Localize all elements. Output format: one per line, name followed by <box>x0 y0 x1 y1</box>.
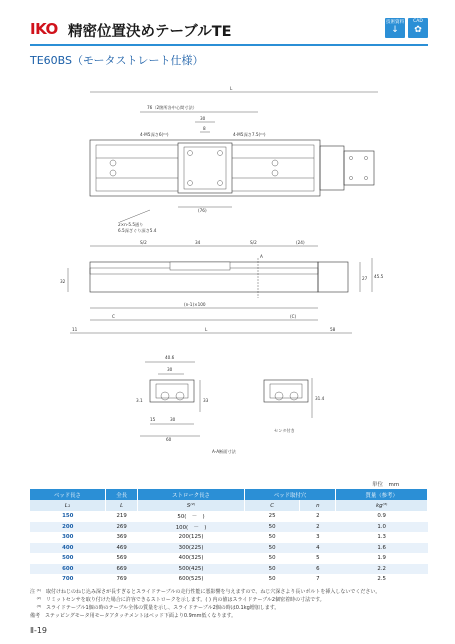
cell: 7 <box>300 574 336 585</box>
cell: 469 <box>105 543 137 554</box>
m5-left-label: 4-M5深さ6(⁽¹⁾) <box>140 132 169 137</box>
note-remark: 備考 ステッピングモータ用モータアタッチメントはベッド下面より0.9mm低くなります。 <box>30 613 237 619</box>
top-view <box>90 92 378 222</box>
cell: 600 <box>30 564 105 575</box>
dim-45.5: 45.5 <box>374 274 384 279</box>
spec-table <box>30 489 428 585</box>
brand-logo: IKO <box>30 20 58 38</box>
dim-30b: 30 <box>170 417 176 422</box>
cell: 50 <box>244 574 300 585</box>
motor-screw <box>364 176 367 179</box>
cell: 150 <box>30 511 105 522</box>
section-caption: A-A断面寸法 <box>212 449 236 454</box>
sub-n: n <box>300 500 336 511</box>
sub-kg: kg⁽³⁾ <box>336 500 428 511</box>
center-label: センタ付き <box>274 428 295 433</box>
badge-label: 技術資料 <box>386 20 404 25</box>
m5-right-label: 4-M5深さ7.5(⁽¹⁾) <box>233 132 266 137</box>
sub-c: C <box>244 500 300 511</box>
cell: 300(225) <box>138 543 244 554</box>
cell: 400(325) <box>138 553 244 564</box>
col-mount-holes: ベッド取付穴 <box>244 489 336 500</box>
cell: 5 <box>300 553 336 564</box>
hole-note-1: 2×n-5.5通り <box>118 222 144 227</box>
dim-30-label: 30 <box>200 116 206 121</box>
dim-s2-left: S/2 <box>140 240 147 245</box>
dim-76-label: 76（2箇所各中心間寸法） <box>147 105 197 110</box>
dim-76b-label: (76) <box>198 208 207 213</box>
cell: 50 <box>244 522 300 533</box>
dim-3.1: 3.1 <box>136 398 143 403</box>
cell: 500(425) <box>138 564 244 575</box>
section-carriage-right <box>270 384 302 398</box>
cell: 100( － ) <box>138 522 244 533</box>
section-carriage-left <box>156 384 188 398</box>
dim-24: (24) <box>296 240 305 245</box>
dim-30-section: 30 <box>167 367 173 372</box>
cell: 2 <box>300 522 336 533</box>
dim-L-top: L <box>230 86 233 91</box>
dim-27: 27 <box>362 276 368 281</box>
cell: 50 <box>244 564 300 575</box>
side-motor <box>318 262 348 292</box>
cell: 4 <box>300 543 336 554</box>
dim-c-left: C <box>112 314 115 319</box>
col-overall-length: 全長 <box>105 489 137 500</box>
motor-screw <box>364 156 367 159</box>
cell: 200(125) <box>138 532 244 543</box>
motor-screw <box>349 156 352 159</box>
col-stroke: ストローク長さ <box>138 489 244 500</box>
cell: 1.6 <box>336 543 428 554</box>
section-view <box>140 362 312 436</box>
cell: 1.0 <box>336 522 428 533</box>
dim-60: 60 <box>166 437 172 442</box>
badge-label: CAD <box>413 19 423 24</box>
motor-body <box>344 151 374 185</box>
hole-note-2: 6.5深ざぐり深さ5.4 <box>118 228 157 233</box>
mount-hole <box>110 170 116 176</box>
mount-hole <box>110 160 116 166</box>
dim-L-side: L <box>205 327 208 332</box>
cell: 300 <box>30 532 105 543</box>
cell: 3 <box>300 532 336 543</box>
page-title: 精密位置決めテーブルTE <box>68 24 232 40</box>
dim-34: 34 <box>195 240 201 245</box>
cell: 369 <box>105 532 137 543</box>
section-body-right <box>264 380 308 402</box>
cell: 50 <box>244 543 300 554</box>
motor-screw <box>349 176 352 179</box>
cell: 6 <box>300 564 336 575</box>
dim-31.4: 31.4 <box>315 396 325 401</box>
ball-left <box>176 392 184 400</box>
cell: 700 <box>30 574 105 585</box>
cell: 2.2 <box>336 564 428 575</box>
cell: 25 <box>244 511 300 522</box>
table-row <box>30 564 428 575</box>
table-row <box>30 511 428 522</box>
dim-33: 33 <box>203 398 209 403</box>
page-number: Ⅱ-19 <box>30 626 48 635</box>
cell: 2.5 <box>336 574 428 585</box>
dim-15: 15 <box>150 417 156 422</box>
cell: 50( － ) <box>138 511 244 522</box>
cell: 2 <box>300 511 336 522</box>
footnotes <box>30 588 430 620</box>
cell: 400 <box>30 543 105 554</box>
dim-11: 11 <box>72 327 78 332</box>
sub-s: S⁽²⁾ <box>138 500 244 511</box>
table-row <box>30 522 428 533</box>
cell: 1.3 <box>336 532 428 543</box>
dim-32: 32 <box>60 279 66 284</box>
side-view <box>68 246 372 333</box>
table-row <box>30 543 428 554</box>
sub-l: L <box>105 500 137 511</box>
cell: 769 <box>105 574 137 585</box>
dim-40.6: 40.6 <box>165 355 175 360</box>
cell: 1.9 <box>336 553 428 564</box>
table-row <box>30 553 428 564</box>
ball-right <box>275 392 283 400</box>
section-body-left <box>150 380 194 402</box>
hole-leader <box>120 210 150 222</box>
table-header-row <box>30 489 428 500</box>
mount-hole <box>272 170 278 176</box>
dim-58: 58 <box>330 327 336 332</box>
cell: 569 <box>105 553 137 564</box>
model-subtitle: TE60BS（モータストレート仕様） <box>30 54 204 67</box>
cell: 200 <box>30 522 105 533</box>
cell: 0.9 <box>336 511 428 522</box>
table-subheader-row <box>30 500 428 511</box>
sub-l1: L₁ <box>30 500 105 511</box>
side-slide-table <box>170 262 230 270</box>
slide-table <box>178 143 232 193</box>
ball-left <box>161 392 169 400</box>
motor-adapter <box>320 146 344 190</box>
table-row <box>30 532 428 543</box>
download-icon: ↓ <box>391 25 399 35</box>
col-mass: 質量（参考） <box>336 489 428 500</box>
note-2: ⁽²⁾ リミットセンサを取り付けた場合に許容できるストロークを示します。( ) 内の値はスライドテーブル2個密着時の寸法です。 <box>30 597 325 603</box>
cell: 500 <box>30 553 105 564</box>
cad-icon: ✿ <box>414 25 422 35</box>
cell: 219 <box>105 511 137 522</box>
note-1: 注 ⁽¹⁾ 取付けねじのねじ込み深さが長すぎるとスライドテーブルの走行性能に悪影響を与えますので、ねじ穴深さより長いボルトを挿入しないでください。 <box>30 589 381 595</box>
dim-c-right: (C) <box>290 314 297 319</box>
mount-hole <box>272 160 278 166</box>
dim-s2-right: S/2 <box>250 240 257 245</box>
col-bed-length: ベッド長さ <box>30 489 105 500</box>
dim-8-label: 8 <box>203 126 206 131</box>
table-row <box>30 574 428 585</box>
note-3: ⁽³⁾ スライドテーブル1個の時のテーブル全体の質量を示し、スライドテーブル2個の時は0.1kg増加します。 <box>30 605 280 611</box>
cell: 600(525) <box>138 574 244 585</box>
cell: 669 <box>105 564 137 575</box>
dim-pitch: (n-1)×100 <box>184 302 206 307</box>
cell: 50 <box>244 532 300 543</box>
section-mark-a: A <box>260 254 263 259</box>
cell: 269 <box>105 522 137 533</box>
units-label: 単位 mm <box>372 482 400 488</box>
cell: 50 <box>244 553 300 564</box>
ball-right <box>290 392 298 400</box>
